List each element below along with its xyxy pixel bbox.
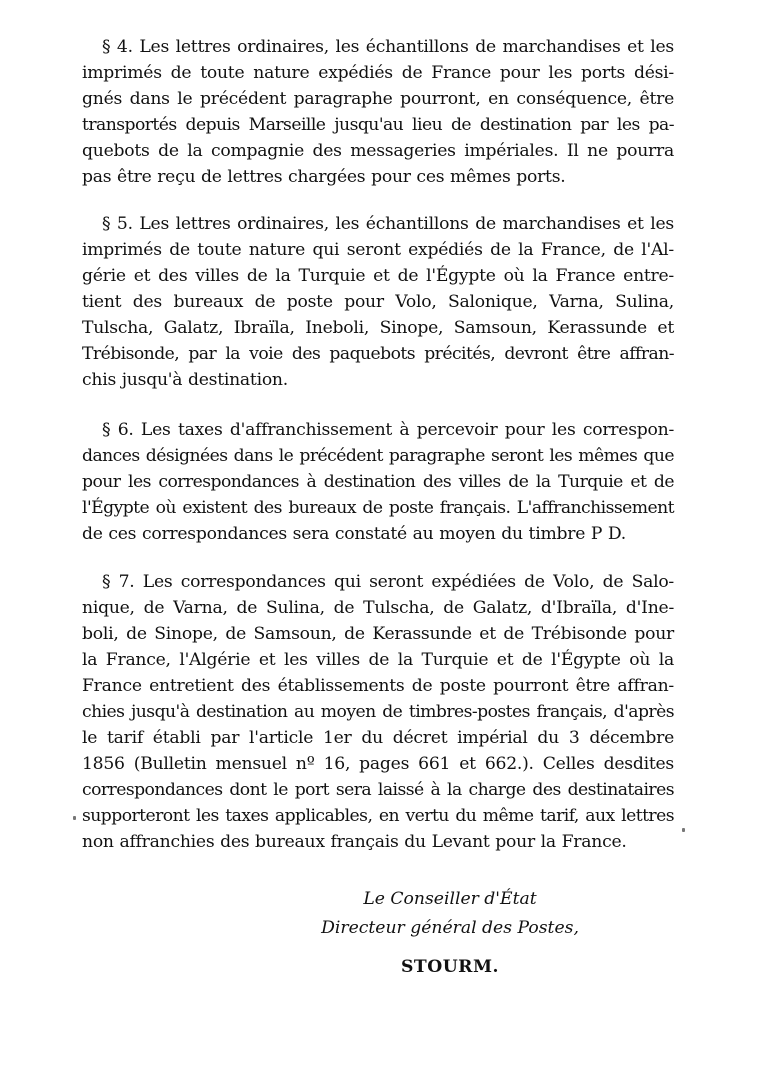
text-line: supporteront les taxes applicables, en vertu du même tarif, aux lettres <box>82 806 674 826</box>
paragraph-s5 <box>82 211 674 393</box>
text-line: correspondances dont le port sera laissé à la charge des destinataires <box>82 780 674 800</box>
text-line: la France, l'Algérie et les villes de la Turquie et de l'Égypte où la <box>82 650 674 670</box>
text-line: France entretient des établissements de poste pourront être affran- <box>82 676 674 696</box>
text-line: boli, de Sinope, de Samsoun, de Kerassunde et de Trébisonde pour <box>82 624 674 644</box>
text-line: tient des bureaux de poste pour Volo, Salonique, Varna, Sulina, <box>82 292 674 312</box>
scan-speck <box>73 816 76 820</box>
text-line: imprimés de toute nature expédiés de France pour les ports dési- <box>82 63 674 83</box>
text-line: quebots de la compagnie des messageries impériales. Il ne pourra <box>82 141 674 161</box>
text-line: dances désignées dans le précédent paragraphe seront les mêmes que <box>82 446 674 466</box>
text-line: imprimés de toute nature qui seront expédiés de la France, de l'Al- <box>82 240 674 260</box>
signature-title: Le Conseiller d'État <box>363 889 537 909</box>
text-line: nique, de Varna, de Sulina, de Tulscha, de Galatz, d'Ibraïla, d'Ine- <box>82 598 674 618</box>
text-line: pour les correspondances à destination des villes de la Turquie et de <box>82 472 674 492</box>
text-line: § 4. Les lettres ordinaires, les échantillons de marchandises et les <box>102 37 674 57</box>
paragraph-s7 <box>82 569 674 855</box>
text-line: § 6. Les taxes d'affranchissement à percevoir pour les correspon- <box>102 420 674 440</box>
text-line: pas être reçu de lettres chargées pour ces mêmes ports. <box>82 167 566 187</box>
text-line: gnés dans le précédent paragraphe pourront, en conséquence, être <box>82 89 674 109</box>
text-line: l'Égypte où existent des bureaux de poste français. L'affranchissement <box>82 498 674 518</box>
signature-name: STOURM. <box>401 957 499 977</box>
signature-function: Directeur général des Postes, <box>321 918 579 938</box>
text-line: de ces correspondances sera constaté au moyen du timbre P D. <box>82 524 627 544</box>
text-line: transportés depuis Marseille jusqu'au lieu de destination par les pa- <box>82 115 674 135</box>
text-line: 1856 (Bulletin mensuel nº 16, pages 661 et 662.). Celles desdites <box>82 754 674 774</box>
text-line: chies jusqu'à destination au moyen de timbres-postes français, d'après <box>82 702 674 722</box>
text-line: non affranchies des bureaux français du Levant pour la France. <box>82 832 627 852</box>
text-line: § 5. Les lettres ordinaires, les échantillons de marchandises et les <box>102 214 674 234</box>
paragraph-s6 <box>82 417 674 547</box>
text-line: Trébisonde, par la voie des paquebots précités, devront être affran- <box>82 344 674 364</box>
text-line: chis jusqu'à destination. <box>82 370 288 390</box>
text-line: Tulscha, Galatz, Ibraïla, Ineboli, Sinope, Samsoun, Kerassunde et <box>82 318 674 338</box>
text-line: le tarif établi par l'article 1er du décret impérial du 3 décembre <box>82 728 674 748</box>
paragraph-s4 <box>82 34 674 190</box>
scan-speck <box>682 828 685 832</box>
text-line: § 7. Les correspondances qui seront expédiées de Volo, de Salo- <box>102 572 674 592</box>
text-line: gérie et des villes de la Turquie et de l'Égypte où la France entre- <box>82 266 674 286</box>
